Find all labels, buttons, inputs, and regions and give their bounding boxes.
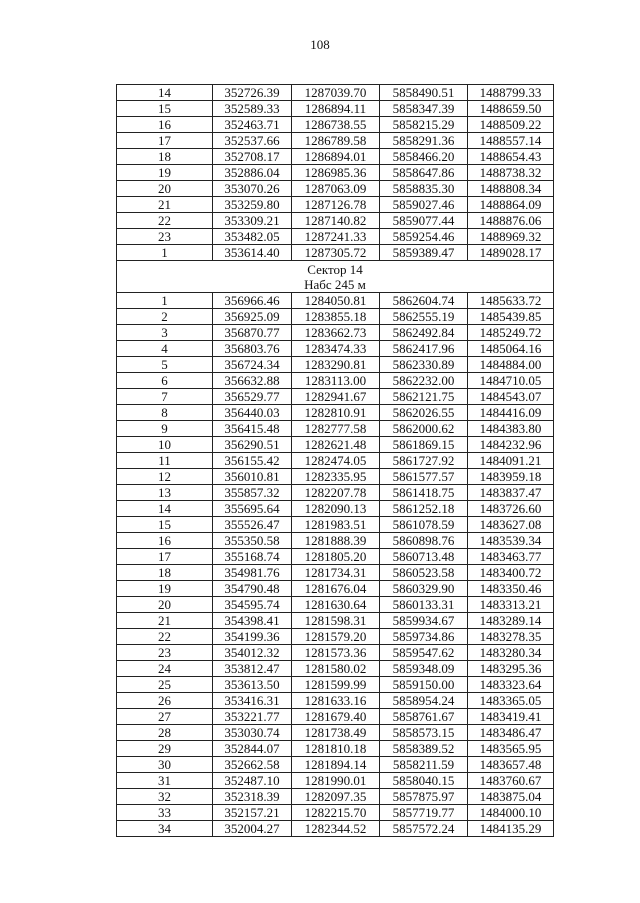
- table-row: [117, 821, 554, 837]
- coordinate-cell: 5859254.46: [380, 229, 468, 245]
- coordinate-cell: 1284050.81: [292, 293, 380, 309]
- coordinate-cell: 1488808.34: [468, 181, 554, 197]
- coordinate-cell: 1484383.80: [468, 421, 554, 437]
- point-number-cell: 6: [117, 373, 213, 389]
- table-row: [117, 773, 554, 789]
- coordinate-cell: 354595.74: [213, 597, 292, 613]
- coordinate-cell: 1283855.18: [292, 309, 380, 325]
- coordinate-cell: 5862330.89: [380, 357, 468, 373]
- coordinate-cell: 5858954.24: [380, 693, 468, 709]
- coordinate-cell: 5859547.62: [380, 645, 468, 661]
- coordinate-cell: 5859389.47: [380, 245, 468, 261]
- point-number-cell: 20: [117, 597, 213, 613]
- coordinate-cell: 1281599.99: [292, 677, 380, 693]
- table-row: [117, 725, 554, 741]
- point-number-cell: 17: [117, 133, 213, 149]
- coordinate-cell: 1485633.72: [468, 293, 554, 309]
- table-row: [117, 229, 554, 245]
- table-row: [117, 197, 554, 213]
- coordinate-cell: 1485064.16: [468, 341, 554, 357]
- point-number-cell: 20: [117, 181, 213, 197]
- coordinate-cell: 5858647.86: [380, 165, 468, 181]
- table-row: [117, 613, 554, 629]
- table-row: [117, 85, 554, 101]
- coordinate-cell: 354398.41: [213, 613, 292, 629]
- coordinate-cell: 1483760.67: [468, 773, 554, 789]
- table-row: [117, 485, 554, 501]
- coordinate-cell: 5862232.00: [380, 373, 468, 389]
- coordinate-table: [116, 84, 554, 837]
- coordinate-cell: 1286985.36: [292, 165, 380, 181]
- coordinate-cell: 356440.03: [213, 405, 292, 421]
- coordinate-cell: 352318.39: [213, 789, 292, 805]
- coordinate-cell: 5859934.67: [380, 613, 468, 629]
- coordinate-cell: 1483565.95: [468, 741, 554, 757]
- point-number-cell: 18: [117, 149, 213, 165]
- coordinate-cell: 5860898.76: [380, 533, 468, 549]
- point-number-cell: 34: [117, 821, 213, 837]
- coordinate-cell: 1488659.50: [468, 101, 554, 117]
- coordinate-cell: 354790.48: [213, 581, 292, 597]
- coordinate-cell: 1483278.35: [468, 629, 554, 645]
- table-row: [117, 181, 554, 197]
- coordinate-cell: 5858347.39: [380, 101, 468, 117]
- coordinate-cell: 5859734.86: [380, 629, 468, 645]
- coordinate-cell: 355857.32: [213, 485, 292, 501]
- coordinate-cell: 1484543.07: [468, 389, 554, 405]
- coordinate-cell: 5858490.51: [380, 85, 468, 101]
- coordinate-cell: 1281888.39: [292, 533, 380, 549]
- coordinate-cell: 5860523.58: [380, 565, 468, 581]
- point-number-cell: 15: [117, 101, 213, 117]
- coordinate-cell: 5859348.09: [380, 661, 468, 677]
- coordinate-cell: 352708.17: [213, 149, 292, 165]
- table-row: [117, 245, 554, 261]
- coordinate-cell: 355695.64: [213, 501, 292, 517]
- coordinate-cell: 1287305.72: [292, 245, 380, 261]
- table-row: [117, 453, 554, 469]
- coordinate-cell: 1282474.05: [292, 453, 380, 469]
- coordinate-cell: 1484710.05: [468, 373, 554, 389]
- point-number-cell: 26: [117, 693, 213, 709]
- coordinate-cell: 5857719.77: [380, 805, 468, 821]
- point-number-cell: 11: [117, 453, 213, 469]
- coordinate-cell: 356870.77: [213, 325, 292, 341]
- table-row: [117, 437, 554, 453]
- coordinate-cell: 1484091.21: [468, 453, 554, 469]
- coordinate-cell: 5862026.55: [380, 405, 468, 421]
- coordinate-cell: 5858040.15: [380, 773, 468, 789]
- coordinate-cell: 352157.21: [213, 805, 292, 821]
- table-row: [117, 213, 554, 229]
- coordinate-cell: 353614.40: [213, 245, 292, 261]
- coordinate-cell: 355350.58: [213, 533, 292, 549]
- coordinate-cell: 1287140.82: [292, 213, 380, 229]
- coordinate-cell: 1281734.31: [292, 565, 380, 581]
- coordinate-cell: 1281679.40: [292, 709, 380, 725]
- coordinate-cell: 5862417.96: [380, 341, 468, 357]
- coordinate-cell: 1286789.58: [292, 133, 380, 149]
- coordinate-cell: 1282941.67: [292, 389, 380, 405]
- coordinate-cell: 1281810.18: [292, 741, 380, 757]
- table-row: [117, 517, 554, 533]
- coordinate-cell: 1483959.18: [468, 469, 554, 485]
- coordinate-cell: 1489028.17: [468, 245, 554, 261]
- point-number-cell: 7: [117, 389, 213, 405]
- table-row: [117, 805, 554, 821]
- coordinate-cell: 1483419.41: [468, 709, 554, 725]
- point-number-cell: 23: [117, 645, 213, 661]
- coordinate-cell: 354199.36: [213, 629, 292, 645]
- coordinate-cell: 5858389.52: [380, 741, 468, 757]
- table-row: [117, 581, 554, 597]
- table-row: [117, 325, 554, 341]
- table-row: [117, 293, 554, 309]
- coordinate-cell: 1281676.04: [292, 581, 380, 597]
- coordinate-cell: 355526.47: [213, 517, 292, 533]
- table-body-after-sector: [117, 293, 554, 837]
- point-number-cell: 22: [117, 629, 213, 645]
- coordinate-cell: 1282344.52: [292, 821, 380, 837]
- coordinate-cell: 1281598.31: [292, 613, 380, 629]
- coordinate-cell: 356155.42: [213, 453, 292, 469]
- coordinate-cell: 1485249.72: [468, 325, 554, 341]
- coordinate-cell: 5858211.59: [380, 757, 468, 773]
- table-row: [117, 149, 554, 165]
- coordinate-cell: 355168.74: [213, 549, 292, 565]
- table-row: [117, 565, 554, 581]
- point-number-cell: 15: [117, 517, 213, 533]
- coordinate-cell: 352662.58: [213, 757, 292, 773]
- table-row: [117, 533, 554, 549]
- coordinate-cell: 1483463.77: [468, 549, 554, 565]
- table-row: [117, 757, 554, 773]
- coordinate-cell: 1282621.48: [292, 437, 380, 453]
- coordinate-cell: 353416.31: [213, 693, 292, 709]
- coordinate-cell: 1483400.72: [468, 565, 554, 581]
- sector-header-row: [117, 261, 554, 293]
- table-row: [117, 133, 554, 149]
- coordinate-cell: 1283474.33: [292, 341, 380, 357]
- coordinate-cell: 1286738.55: [292, 117, 380, 133]
- sector-header-group: [117, 261, 554, 293]
- point-number-cell: 30: [117, 757, 213, 773]
- coordinate-cell: 353482.05: [213, 229, 292, 245]
- coordinate-cell: 352886.04: [213, 165, 292, 181]
- coordinate-cell: 1484416.09: [468, 405, 554, 421]
- coordinate-cell: 353812.47: [213, 661, 292, 677]
- coordinate-cell: 5861577.57: [380, 469, 468, 485]
- coordinate-cell: 5861869.15: [380, 437, 468, 453]
- coordinate-cell: 353259.80: [213, 197, 292, 213]
- coordinate-cell: 5861252.18: [380, 501, 468, 517]
- table-row: [117, 661, 554, 677]
- coordinate-cell: 1483539.34: [468, 533, 554, 549]
- coordinate-cell: 1282215.70: [292, 805, 380, 821]
- coordinate-cell: 5861078.59: [380, 517, 468, 533]
- coordinate-cell: 352844.07: [213, 741, 292, 757]
- point-number-cell: 22: [117, 213, 213, 229]
- coordinate-cell: 352004.27: [213, 821, 292, 837]
- coordinate-cell: 1286894.01: [292, 149, 380, 165]
- point-number-cell: 18: [117, 565, 213, 581]
- coordinate-cell: 1483280.34: [468, 645, 554, 661]
- table-row: [117, 389, 554, 405]
- coordinate-cell: 1282335.95: [292, 469, 380, 485]
- coordinate-cell: 1281983.51: [292, 517, 380, 533]
- point-number-cell: 17: [117, 549, 213, 565]
- table-row: [117, 101, 554, 117]
- table-row: [117, 373, 554, 389]
- coordinate-cell: 1283290.81: [292, 357, 380, 373]
- coordinate-cell: 1483726.60: [468, 501, 554, 517]
- point-number-cell: 16: [117, 117, 213, 133]
- point-number-cell: 16: [117, 533, 213, 549]
- point-number-cell: 14: [117, 501, 213, 517]
- coordinate-cell: 1287063.09: [292, 181, 380, 197]
- coordinate-cell: 5859077.44: [380, 213, 468, 229]
- coordinate-cell: 5861727.92: [380, 453, 468, 469]
- coordinate-cell: 5860329.90: [380, 581, 468, 597]
- coordinate-cell: 1483486.47: [468, 725, 554, 741]
- coordinate-cell: 1483323.64: [468, 677, 554, 693]
- coordinate-cell: 1483627.08: [468, 517, 554, 533]
- table-row: [117, 629, 554, 645]
- coordinate-cell: 5862121.75: [380, 389, 468, 405]
- coordinate-cell: 356632.88: [213, 373, 292, 389]
- sector-height-label: Набс 245 м: [304, 276, 366, 292]
- point-number-cell: 1: [117, 293, 213, 309]
- table-row: [117, 501, 554, 517]
- point-number-cell: 13: [117, 485, 213, 501]
- table-row: [117, 741, 554, 757]
- coordinate-cell: 356803.76: [213, 341, 292, 357]
- coordinate-cell: 352487.10: [213, 773, 292, 789]
- coordinate-cell: 5857875.97: [380, 789, 468, 805]
- coordinate-cell: 356529.77: [213, 389, 292, 405]
- point-number-cell: 4: [117, 341, 213, 357]
- table-row: [117, 645, 554, 661]
- coordinate-cell: 5858573.15: [380, 725, 468, 741]
- coordinate-cell: 356724.34: [213, 357, 292, 373]
- coordinate-cell: 1287039.70: [292, 85, 380, 101]
- coordinate-cell: 1282207.78: [292, 485, 380, 501]
- coordinate-cell: 1488738.32: [468, 165, 554, 181]
- coordinate-cell: 1488654.43: [468, 149, 554, 165]
- table-row: [117, 597, 554, 613]
- coordinate-cell: 5860133.31: [380, 597, 468, 613]
- table-row: [117, 693, 554, 709]
- coordinate-cell: 352463.71: [213, 117, 292, 133]
- table-row: [117, 309, 554, 325]
- table-body-before-sector: [117, 85, 554, 261]
- coordinate-cell: 356010.81: [213, 469, 292, 485]
- coordinate-cell: 5862000.62: [380, 421, 468, 437]
- coordinate-cell: 1488509.22: [468, 117, 554, 133]
- coordinate-cell: 356966.46: [213, 293, 292, 309]
- coordinate-cell: 1488799.33: [468, 85, 554, 101]
- table-row: [117, 677, 554, 693]
- coordinate-cell: 354981.76: [213, 565, 292, 581]
- coordinate-cell: 356925.09: [213, 309, 292, 325]
- coordinate-cell: 1281805.20: [292, 549, 380, 565]
- coordinate-cell: 1281990.01: [292, 773, 380, 789]
- table-row: [117, 709, 554, 725]
- point-number-cell: 21: [117, 613, 213, 629]
- coordinate-cell: 1488876.06: [468, 213, 554, 229]
- coordinate-cell: 1488557.14: [468, 133, 554, 149]
- point-number-cell: 2: [117, 309, 213, 325]
- coordinate-cell: 1281573.36: [292, 645, 380, 661]
- coordinate-cell: 5857572.24: [380, 821, 468, 837]
- coordinate-cell: 5862555.19: [380, 309, 468, 325]
- coordinate-cell: 352537.66: [213, 133, 292, 149]
- coordinate-cell: 352589.33: [213, 101, 292, 117]
- table-row: [117, 165, 554, 181]
- coordinate-cell: 1286894.11: [292, 101, 380, 117]
- sector-title: Сектор 14: [307, 261, 363, 277]
- point-number-cell: 25: [117, 677, 213, 693]
- point-number-cell: 8: [117, 405, 213, 421]
- point-number-cell: 23: [117, 229, 213, 245]
- coordinate-cell: 1281579.20: [292, 629, 380, 645]
- coordinate-cell: 1483289.14: [468, 613, 554, 629]
- coordinate-cell: 353221.77: [213, 709, 292, 725]
- coordinate-cell: 1283113.00: [292, 373, 380, 389]
- point-number-cell: 1: [117, 245, 213, 261]
- coordinate-cell: 1488969.32: [468, 229, 554, 245]
- coordinate-cell: 5861418.75: [380, 485, 468, 501]
- sector-header-cell: [117, 261, 554, 293]
- coordinate-cell: 1484000.10: [468, 805, 554, 821]
- point-number-cell: 24: [117, 661, 213, 677]
- coordinate-cell: 1483295.36: [468, 661, 554, 677]
- coordinate-cell: 5862604.74: [380, 293, 468, 309]
- coordinate-cell: 1483837.47: [468, 485, 554, 501]
- coordinate-cell: 353309.21: [213, 213, 292, 229]
- table-row: [117, 117, 554, 133]
- point-number-cell: 10: [117, 437, 213, 453]
- coordinate-cell: 5859150.00: [380, 677, 468, 693]
- coordinate-cell: 5862492.84: [380, 325, 468, 341]
- coordinate-cell: 1483313.21: [468, 597, 554, 613]
- coordinate-cell: 1287126.78: [292, 197, 380, 213]
- coordinate-cell: 1484135.29: [468, 821, 554, 837]
- point-number-cell: 27: [117, 709, 213, 725]
- point-number-cell: 21: [117, 197, 213, 213]
- point-number-cell: 5: [117, 357, 213, 373]
- coordinate-cell: 1281738.49: [292, 725, 380, 741]
- coordinate-cell: 5858761.67: [380, 709, 468, 725]
- coordinate-cell: 1488864.09: [468, 197, 554, 213]
- coordinate-cell: 354012.32: [213, 645, 292, 661]
- point-number-cell: 33: [117, 805, 213, 821]
- coordinate-cell: 353070.26: [213, 181, 292, 197]
- point-number-cell: 9: [117, 421, 213, 437]
- coordinate-cell: 1282777.58: [292, 421, 380, 437]
- coordinate-cell: 1283662.73: [292, 325, 380, 341]
- coordinate-cell: 1281894.14: [292, 757, 380, 773]
- table-row: [117, 357, 554, 373]
- coordinate-cell: 1287241.33: [292, 229, 380, 245]
- table-row: [117, 405, 554, 421]
- point-number-cell: 19: [117, 165, 213, 181]
- table-row: [117, 421, 554, 437]
- coordinate-cell: 356290.51: [213, 437, 292, 453]
- coordinate-cell: 1484884.00: [468, 357, 554, 373]
- point-number-cell: 19: [117, 581, 213, 597]
- coordinate-cell: 1484232.96: [468, 437, 554, 453]
- coordinate-cell: 5858466.20: [380, 149, 468, 165]
- table-row: [117, 469, 554, 485]
- point-number-cell: 12: [117, 469, 213, 485]
- page-number: 108: [310, 37, 330, 52]
- coordinate-cell: 1485439.85: [468, 309, 554, 325]
- point-number-cell: 28: [117, 725, 213, 741]
- coordinate-cell: 5858215.29: [380, 117, 468, 133]
- coordinate-cell: 353613.50: [213, 677, 292, 693]
- coordinate-cell: 5860713.48: [380, 549, 468, 565]
- point-number-cell: 32: [117, 789, 213, 805]
- coordinate-cell: 1483657.48: [468, 757, 554, 773]
- coordinate-cell: 5858835.30: [380, 181, 468, 197]
- coordinate-cell: 1281630.64: [292, 597, 380, 613]
- coordinate-cell: 353030.74: [213, 725, 292, 741]
- coordinate-cell: 352726.39: [213, 85, 292, 101]
- coordinate-cell: 1483350.46: [468, 581, 554, 597]
- coordinate-cell: 1281580.02: [292, 661, 380, 677]
- table-row: [117, 341, 554, 357]
- coordinate-cell: 1282090.13: [292, 501, 380, 517]
- coordinate-cell: 1483875.04: [468, 789, 554, 805]
- coordinate-cell: 1282097.35: [292, 789, 380, 805]
- coordinate-cell: 356415.48: [213, 421, 292, 437]
- coordinate-cell: 5859027.46: [380, 197, 468, 213]
- coordinate-cell: 5858291.36: [380, 133, 468, 149]
- coordinate-cell: 1281633.16: [292, 693, 380, 709]
- point-number-cell: 3: [117, 325, 213, 341]
- table-row: [117, 789, 554, 805]
- coordinate-cell: 1483365.05: [468, 693, 554, 709]
- table-row: [117, 549, 554, 565]
- point-number-cell: 29: [117, 741, 213, 757]
- coordinate-cell: 1282810.91: [292, 405, 380, 421]
- point-number-cell: 31: [117, 773, 213, 789]
- point-number-cell: 14: [117, 85, 213, 101]
